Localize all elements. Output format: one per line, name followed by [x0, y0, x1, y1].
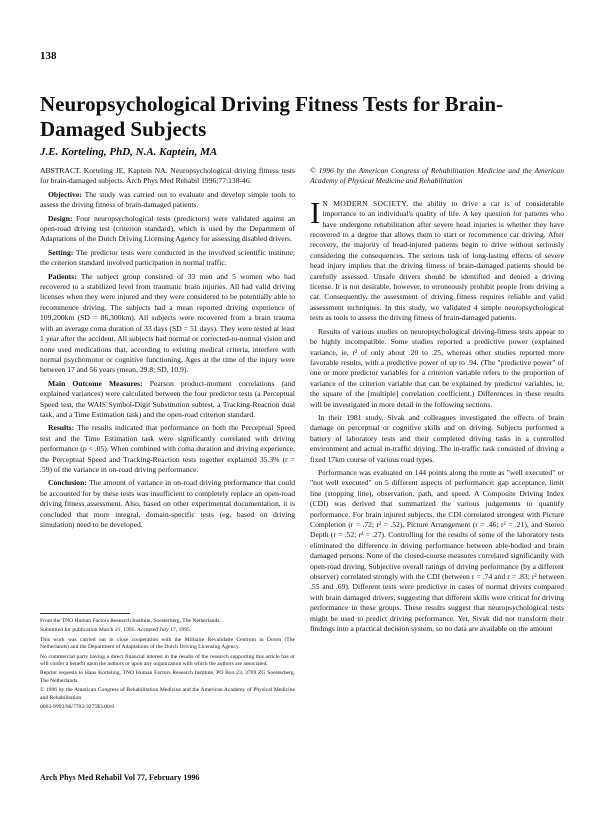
footnote: 0003-9993/96/7702-3275$3.00/0: [40, 704, 115, 711]
authors: J.E. Korteling, PhD, N.A. Kaptein, MA: [40, 146, 218, 158]
body-paragraph: Performance was evaluated on 144 points along the route as "well executed" or "not well executed" on 5 different aspects of performance: gap acceptance, limit line (stopping line), observation, path, and speed. A Composite Driving Index (CDI) was derived that summarized the various judgements to quantify performance. For brain injured subjects, the CDI correlated strongest with Picture Completion (r = .72; r² = .52), Picture Arrangement (r = .46; r² = .21), and Stereo Depth (r = .52; r² = .27). Controlling for the results of some of the laboratory tests eliminated the difference in driving performance between able-bodied and brain damaged persons. None of the closed-course measures correlated significantly with open-road driving. Subjective overall ratings of driving performance (by a different observer) correlated strongly with the CDI (between r = .74 and r = .83; r² between .55 and .69). Different tests were predictive in cases of normal drivers compared with brain damaged drivers, suggesting that different skills were critical for driving performance in these groups. These results suggest that neuropsychological tests might be used to predict driving performance. Yet, Sivak did not transform their findings into a practical decision system, so no data are available on the amount: [310, 467, 564, 634]
section-label: Conclusion:: [48, 478, 87, 488]
section-label: Design:: [48, 213, 73, 223]
section-label: Results:: [48, 423, 75, 433]
section-text: The amount of variance in on-road driving performance that could be accounted for by these tests was insufficient to completely replace an open-road driving fitness assessment. Also, based on other experimental documentation, it is concluded that more integral, domain-specific tests (eg, based on driving simulation) need to be developed.: [40, 478, 296, 529]
section-label: Main Outcome Measures:: [48, 378, 143, 388]
section-label: Setting:: [48, 247, 74, 257]
footnote: © 1996 by the American Congress of Rehabilitation Medicine and the American Academy of Physical Medicine and Rehabilitation: [40, 687, 295, 701]
abstract-section: [40, 478, 295, 530]
journal-footer: Arch Phys Med Rehabil Vol 77, February 1996: [40, 773, 200, 782]
section-text: The results indicated that performance on both the Perceptual Speed test and the Time Estimation task were significantly correlated with driving performance (p < .05). When combined with coma duration and driving experience, the Perceptual Speed and Tracking-Reaction tests together explained 35.3% (r = .59) of the variance in on-road driving performance.: [40, 423, 296, 474]
intro-column: [310, 166, 564, 637]
section-label: Objective:: [48, 189, 82, 199]
abstract-citation: ABSTRACT. Korteling JE, Kaptein NA. Neuropsychological driving fitness tests for brain-damaged subjects. Arch Phys Med Rehabil 1996;77:138-46.: [40, 166, 295, 186]
page-number: 138: [40, 50, 57, 62]
abstract-section: [40, 248, 295, 269]
footnote: Submitted for publication March 21, 1995. Accepted July 17, 1995.: [40, 627, 192, 634]
section-text: The study was carried out to evaluate and develop simple tools to assess the driving fitness of brain-damaged patients.: [40, 189, 295, 210]
abstract-section: [40, 423, 295, 475]
section-label: Patients:: [48, 271, 77, 281]
footnote: Reprint requests to Hans Korteling, TNO Human Factors Research Institute, PO Box 23, 3769 ZG Soesterberg, The Netherlands.: [40, 670, 295, 684]
body-paragraph: In their 1981 study, Sivak and colleagues investigated the effects of brain damage on perceptual or cognitive skills and on driving. Subjects performed a battery of laboratory tests and their completed driving tasks in a controlled environment and actual in-traffic driving. The in-traffic task consisted of driving a fixed 17km course of various road types.: [310, 412, 564, 464]
footnote-rule: [40, 613, 130, 614]
section-text: Pearson product-moment correlations (and explained variances) were calculated between the four predictor tests (a Perceptual Speed test, the WAIS Symbol-Digit Substitution subtest, a Tracking-Reaction dual task, and a Time Estimation task) and the open-road criterion standard.: [40, 378, 296, 419]
drop-cap: I: [310, 194, 321, 230]
article-title: Neuropsychological Driving Fitness Tests for Brain-Damaged Subjects: [40, 92, 503, 141]
abstract-section: [40, 214, 295, 245]
section-text: Four neuropsychological tests (predictors) were validated against an open-road driving test (criterion standard), which is used by the Department of Adaptations of the Dutch Driving Licensing Agency for assessing disabled drivers.: [40, 213, 295, 244]
body-paragraphs: [310, 327, 564, 635]
body-paragraph: Results of various studies on neuropsychological driving-fitness tests appear to be highly incompatible. Some studies reported a predictive power (explained variance, ie, r² of only about .20 to .25, whereas other studies reported more favorable results, with a predictive power of up to .94. (The "predictive power" of one or more predictor variables for a criterion variable refers to the proportion of variance of the criterion variable that can be explained by predictor variables, ie, the square of the [multiple] correlation coefficient.) Differences in these results will be investigated in more detail in the following sections.: [310, 326, 564, 409]
abstract-sections: [40, 190, 295, 531]
footnotes: [40, 618, 295, 713]
footnote: No commercial party having a direct financial interest in the results of the research supporting this article has or will confer a benefit upon the authors or upon any organization with which the authors are associated.: [40, 653, 295, 668]
section-text: The predictor tests were conducted in the involved scientific institute; the criterion standard involved participation in normal traffic.: [40, 247, 295, 268]
abstract-section: [40, 379, 295, 421]
intro-text: the ability to drive a car is of considerable importance to an individual's quality of life. A key question for patients who have undergone rehabilitation after severe head injuries is whether they have recovered to a degree that allows them to start or recommence car driving. After recovery, the majority of head-injured patients begin to drive without seriously considering the consequences. The serious task of long-lasting effects of severe head injury implies that the driving fitness of brain-damaged patients should be carefully assessed. Unsafe drivers should be identified and denied a driving license. It is not desirable, however, to erroneously prohibit people from driving a car. Consequently, the assessment of driving fitness requires reliable and valid assessment techniques. In this study, we validated 4 simple neuropsychological tests as tools to assess the driving fitness of brain-damaged patients.: [310, 198, 564, 323]
abstract-section: [40, 272, 295, 376]
intro-lead: N MODERN SOCIETY,: [322, 198, 409, 208]
footnote: From the TNO Human Factors Research Institute, Soesterberg, The Netherlands.: [40, 618, 221, 624]
footnote: This work was carried out in close cooperation with the Militaire Revalidatie Centrum in Doorn (The Netherlands) and the Department of Adaptations of the Dutch Driving Licensing Agency.: [40, 636, 295, 651]
abstract-column: [40, 166, 295, 533]
abstract-section: [40, 190, 295, 211]
intro-paragraph: [310, 194, 564, 324]
section-text: The subject group consisted of 33 men and 5 women who had recovered to a stabilized level from traumatic brain injuries. All had valid driving licenses when they were injured and they were considered to be potentially able to recommence driving. The subjects had a mean reported driving experience of 109,200km (SD = 86,300km). All subjects were recovered from a brain trauma with an average coma duration of 33 days (SD = 51 days). They were tested at least 1 year after the accident. All subjects had normal or corrected-to-normal vision and none used medications that, according to existing medical criteria, interfere with normal psychomotor or cognitive functioning. Ages at the time of the injury were between 17 and 56 years (mean, 29.8; SD, 10.9).: [40, 271, 296, 375]
copyright-notice: © 1996 by the American Congress of Rehabilitation Medicine and the American Academy of Physical Medicine and Rehabilitation: [310, 166, 564, 186]
